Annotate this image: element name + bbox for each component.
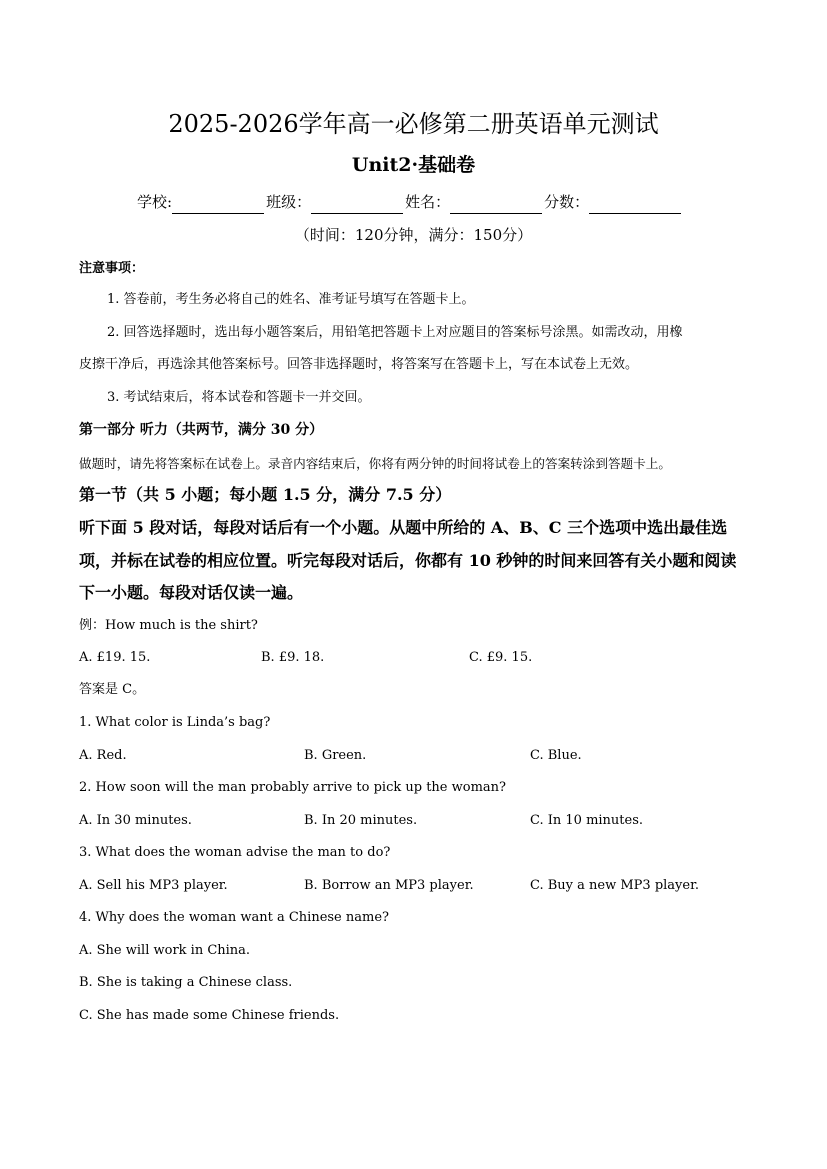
notice-heading: 注意事项： xyxy=(79,261,145,276)
question-4-option-a[interactable]: A. She will work in China. xyxy=(79,943,251,958)
question-2-option-b[interactable]: B. In 20 minutes. xyxy=(304,813,418,828)
question-4-stem: 4. Why does the woman want a Chinese name? xyxy=(79,910,389,925)
example-answer: 答案是 C。 xyxy=(79,682,146,697)
question-3-option-b[interactable]: B. Borrow an MP3 player. xyxy=(304,878,474,893)
school-label: 学校: xyxy=(137,193,173,211)
question-1-option-c[interactable]: C. Blue. xyxy=(530,748,582,763)
section1-instruction-line-2: 项，并标在试卷的相应位置。听完每段对话后，你都有 10 秒钟的时间来回答有关小题和阅读 xyxy=(79,551,737,570)
section1-instruction-line-1: 听下面 5 段对话，每段对话后有一个小题。从题中所给的 A、B、C 三个选项中选出最佳选 xyxy=(79,518,728,537)
part1-heading: 第一部分 听力（共两节，满分 30 分） xyxy=(79,422,324,438)
time-limit-line: （时间：120分钟，满分：150分） xyxy=(294,226,533,244)
notice-item-2-line-2: 皮擦干净后，再选涂其他答案标号。回答非选择题时，将答案写在答题卡上，写在本试卷上无效。 xyxy=(79,357,639,372)
section1-instruction-line-3: 下一小题。每段对话仅读一遍。 xyxy=(79,583,304,602)
class-label: 班级： xyxy=(266,193,312,211)
example-option-a: A. £19. 15. xyxy=(79,650,151,665)
page-title: 2025-2026学年高一必修第二册英语单元测试 xyxy=(168,110,659,138)
question-3-option-c[interactable]: C. Buy a new MP3 player. xyxy=(530,878,700,893)
section1-heading: 第一节（共 5 小题；每小题 1.5 分，满分 7.5 分） xyxy=(79,485,452,504)
score-field[interactable] xyxy=(589,198,681,214)
example-option-b: B. £9. 18. xyxy=(261,650,325,665)
question-4-option-c[interactable]: C. She has made some Chinese friends. xyxy=(79,1008,340,1023)
question-1-option-b[interactable]: B. Green. xyxy=(304,748,367,763)
notice-item-3: 3. 考试结束后，将本试卷和答题卡一并交回。 xyxy=(107,390,371,405)
class-field[interactable] xyxy=(311,198,403,214)
school-field[interactable] xyxy=(172,198,264,214)
score-label: 分数： xyxy=(544,193,590,211)
question-2-option-a[interactable]: A. In 30 minutes. xyxy=(79,813,192,828)
question-3-stem: 3. What does the woman advise the man to do? xyxy=(79,845,391,860)
name-field[interactable] xyxy=(450,198,542,214)
page-subtitle: Unit2·基础卷 xyxy=(351,154,476,176)
example-option-c: C. £9. 15. xyxy=(469,650,533,665)
question-1-option-a[interactable]: A. Red. xyxy=(79,748,127,763)
example-question: 例：How much is the shirt? xyxy=(79,618,258,633)
question-3-option-a[interactable]: A. Sell his MP3 player. xyxy=(79,878,228,893)
question-2-stem: 2. How soon will the man probably arrive to pick up the woman? xyxy=(79,780,507,795)
notice-item-1: 1. 答卷前，考生务必将自己的姓名、准考证号填写在答题卡上。 xyxy=(107,292,475,307)
student-info-row xyxy=(137,190,683,214)
part1-intro: 做题时，请先将答案标在试卷上。录音内容结束后，你将有两分钟的时间将试卷上的答案转涂到答题卡上。 xyxy=(79,456,671,471)
name-label: 姓名： xyxy=(405,193,451,211)
question-1-stem: 1. What color is Linda’s bag? xyxy=(79,715,271,730)
question-4-option-b[interactable]: B. She is taking a Chinese class. xyxy=(79,975,293,990)
notice-item-2-line-1: 2. 回答选择题时，选出每小题答案后，用铅笔把答题卡上对应题目的答案标号涂黑。如需改动，用橡 xyxy=(107,325,683,340)
question-2-option-c[interactable]: C. In 10 minutes. xyxy=(530,813,644,828)
